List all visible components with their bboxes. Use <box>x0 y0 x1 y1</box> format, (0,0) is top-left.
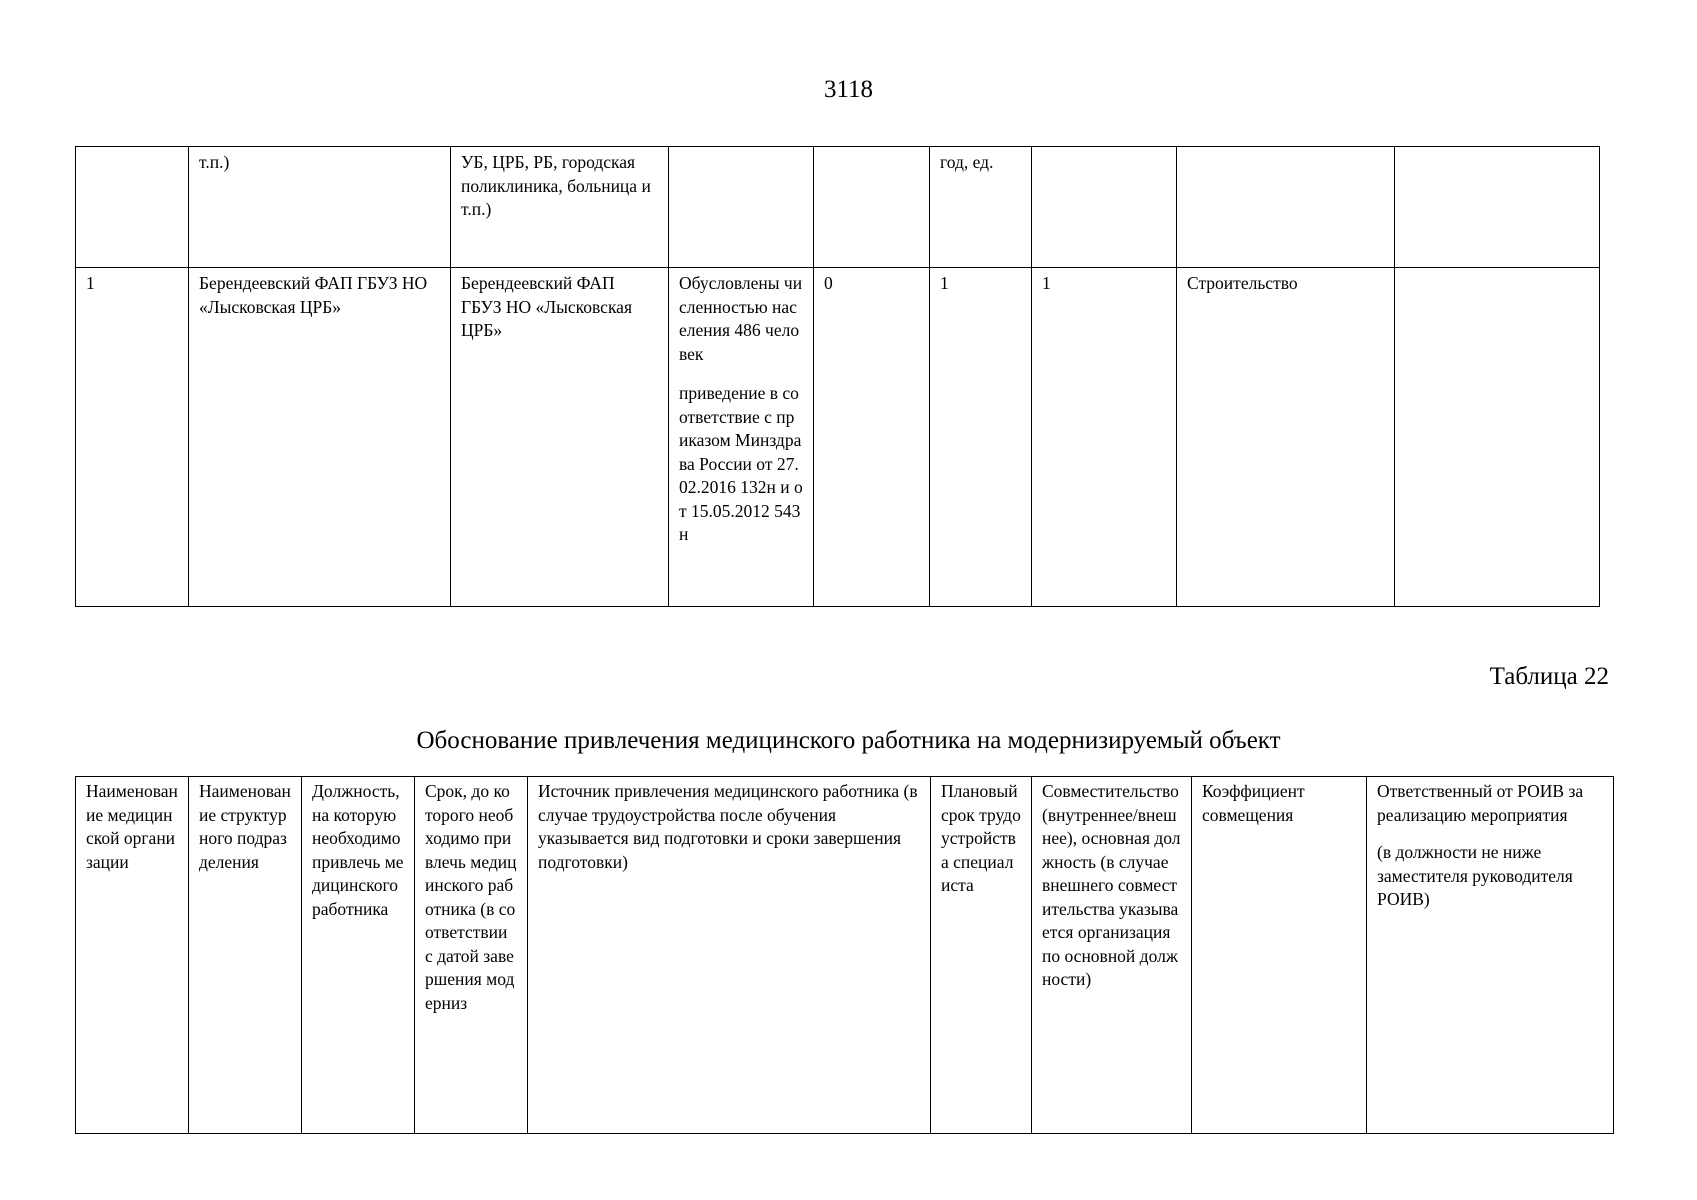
header-cell: Плановый срок трудоустройства специалиста <box>931 777 1032 1134</box>
header-cell: Совместительство (внутреннее/внешнее), основная должность (в случае внешнего совместительства указывается организация по основной должности) <box>1032 777 1192 1134</box>
table-cell: Строительство <box>1177 268 1395 607</box>
table-cell <box>669 147 814 268</box>
cell-text: Обусловлены численностью населения 486 человек <box>679 273 803 364</box>
cell-note: приведение в соответствие с приказом Минздрава России от 27.02.2016 132н и от 15.05.2012 543н <box>679 383 803 544</box>
table-cell: т.п.) <box>189 147 451 268</box>
table-cell: 1 <box>76 268 189 607</box>
header-cell: Источник привлечения медицинского работника (в случае трудоустройства после обучения указывается вид подготовки и сроки завершения подготовки) <box>528 777 931 1134</box>
table-cell: Берендеевский ФАП ГБУЗ НО «Лысковская ЦРБ» <box>451 268 669 607</box>
table-cell <box>1395 147 1600 268</box>
continued-table <box>75 146 1600 607</box>
header-cell <box>1367 777 1614 1134</box>
table-row <box>76 268 1600 607</box>
table-row <box>76 147 1600 268</box>
header-note: (в должности не ниже заместителя руководителя РОИВ) <box>1377 842 1573 909</box>
table-cell: 1 <box>1032 268 1177 607</box>
table-cell: год, ед. <box>930 147 1032 268</box>
table-cell <box>814 147 930 268</box>
table-cell: 1 <box>930 268 1032 607</box>
table-cell: 0 <box>814 268 930 607</box>
header-text: Ответственный от РОИВ за реализацию мероприятия <box>1377 781 1584 825</box>
table-cell: Берендеевский ФАП ГБУЗ НО «Лысковская ЦРБ» <box>189 268 451 607</box>
table-cell <box>76 147 189 268</box>
table-cell <box>669 268 814 607</box>
header-cell: Наименование структурного подразделения <box>189 777 302 1134</box>
page-number: 3118 <box>823 76 874 103</box>
table-cell: УБ, ЦРБ, РБ, городская поликлиника, больница и т.п.) <box>451 147 669 268</box>
header-cell: Срок, до которого необходимо привлечь медицинского работника (в соответствии с датой завершения модерниз <box>415 777 528 1134</box>
justification-table <box>75 776 1614 1134</box>
table-title: Обоснование привлечения медицинского работника на модернизируемый объект <box>416 727 1281 754</box>
header-cell: Наименование медицинской организации <box>76 777 189 1134</box>
header-cell: Коэффициент совмещения <box>1192 777 1367 1134</box>
table-header-row <box>76 777 1614 1134</box>
table-cell <box>1177 147 1395 268</box>
table-cell <box>1032 147 1177 268</box>
table-label: Таблица 22 <box>1489 663 1609 690</box>
header-cell: Должность, на которую необходимо привлечь медицинского работника <box>302 777 415 1134</box>
table-cell <box>1395 268 1600 607</box>
